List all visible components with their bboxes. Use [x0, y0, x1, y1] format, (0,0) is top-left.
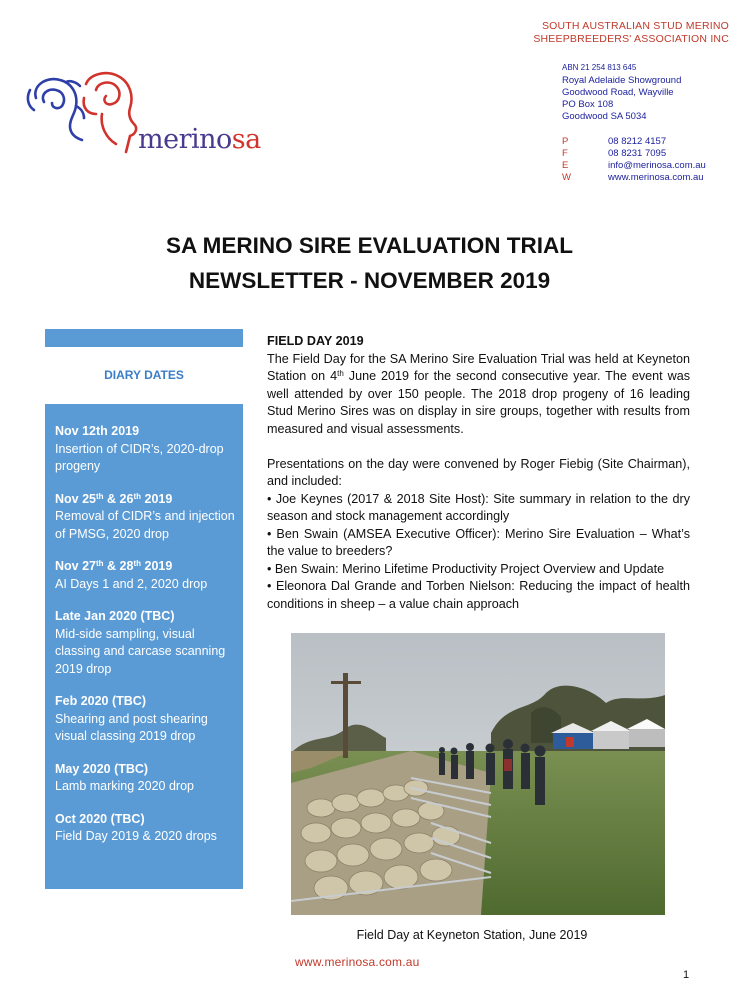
sidebar-top-bar [45, 329, 243, 347]
contact-email[interactable]: E info@merinosa.com.au [562, 160, 706, 171]
event-date: Nov 25th & 26th 2019 [55, 491, 173, 506]
article-bullet: • Joe Keynes (2017 & 2018 Site Host): Site summary in relation to the dry season and stock management accordingly [267, 491, 690, 523]
contact-phone: P 08 8212 4157 [562, 136, 667, 147]
event-date: Nov 12th 2019 [55, 424, 140, 438]
address-line: Goodwood SA 5034 [562, 111, 647, 122]
contact-fax: F 08 8231 7095 [562, 148, 667, 159]
article-bullet: • Ben Swain: Merino Lifetime Productivity Project Overview and Update [267, 561, 665, 576]
footer-url[interactable]: www.merinosa.com.au [295, 955, 420, 969]
address-line: Goodwood Road, Wayville [562, 87, 674, 98]
diary-event [55, 811, 235, 846]
event-desc: Mid-side sampling, visual classing and carcase scanning 2019 drop [55, 626, 226, 676]
event-desc: Insertion of CIDR’s, 2020-drop progeny [55, 441, 224, 473]
abn: ABN 21 254 813 645 [562, 63, 637, 72]
diary-event [55, 608, 235, 678]
org-name-line1: SOUTH AUSTRALIAN STUD MERINO [541, 20, 729, 32]
field-day-photo [291, 633, 665, 915]
event-desc: Field Day 2019 & 2020 drops [55, 829, 217, 843]
event-desc: AI Days 1 and 2, 2020 drop [55, 576, 208, 591]
photo-caption: Field Day at Keyneton Station, June 2019 [356, 928, 588, 942]
event-date: Oct 2020 (TBC) [55, 811, 145, 826]
article-bullet: • Ben Swain (AMSEA Executive Officer): Merino Sire Evaluation – What’s the value to breeders? [267, 526, 690, 558]
title-line1: SA MERINO SIRE EVALUATION TRIAL [165, 233, 574, 258]
address-block [562, 62, 681, 123]
contact-web[interactable]: W www.merinosa.com.au [562, 172, 704, 183]
event-desc: Lamb marking 2020 drop [55, 779, 194, 793]
org-name [533, 20, 729, 46]
page-number: 1 [683, 969, 690, 981]
event-desc: Removal of CIDR’s and injection of PMSG, 2020 drop [55, 509, 235, 541]
diary-event [55, 491, 235, 544]
newsletter-title [0, 228, 739, 298]
logo-wordmark: merinosa [138, 124, 261, 155]
diary-dates-panel [45, 404, 243, 889]
field-day-article [267, 333, 690, 613]
title-line2: NEWSLETTER - NOVEMBER 2019 [188, 268, 551, 293]
diary-event [55, 761, 235, 796]
event-date: Late Jan 2020 (TBC) [55, 609, 175, 623]
diary-dates-heading: DIARY DATES [104, 368, 184, 382]
event-desc: Shearing and post shearing visual classing 2019 drop [55, 711, 208, 743]
article-bullet: • Eleonora Dal Grande and Torben Nielson: Reducing the impact of health conditions in sheep – a value chain approach [267, 579, 690, 611]
contact-list [562, 136, 706, 184]
address-line: PO Box 108 [562, 99, 614, 110]
org-name-line2: SHEEPBREEDERS' ASSOCIATION INC [533, 33, 729, 45]
diary-event [55, 423, 235, 476]
article-paragraph: Presentations on the day were convened by Roger Fiebig (Site Chairman), and included: [267, 456, 690, 488]
address-line: Royal Adelaide Showground [562, 75, 682, 86]
article-paragraph: The Field Day for the SA Merino Sire Evaluation Trial was held at Keyneton Station on 4th June 2019 for the second consecutive year. The event was well attended by over 150 people. The 2018 drop progeny of 16 leading Stud Merino Sires was on display in sire groups, together with results from measured and visual assessments. [267, 351, 690, 436]
event-date: May 2020 (TBC) [55, 761, 149, 776]
article-heading: FIELD DAY 2019 [267, 334, 364, 348]
event-date: Nov 27th & 28th 2019 [55, 559, 173, 573]
event-date: Feb 2020 (TBC) [55, 694, 146, 708]
diary-event [55, 558, 235, 593]
diary-event [55, 693, 235, 746]
